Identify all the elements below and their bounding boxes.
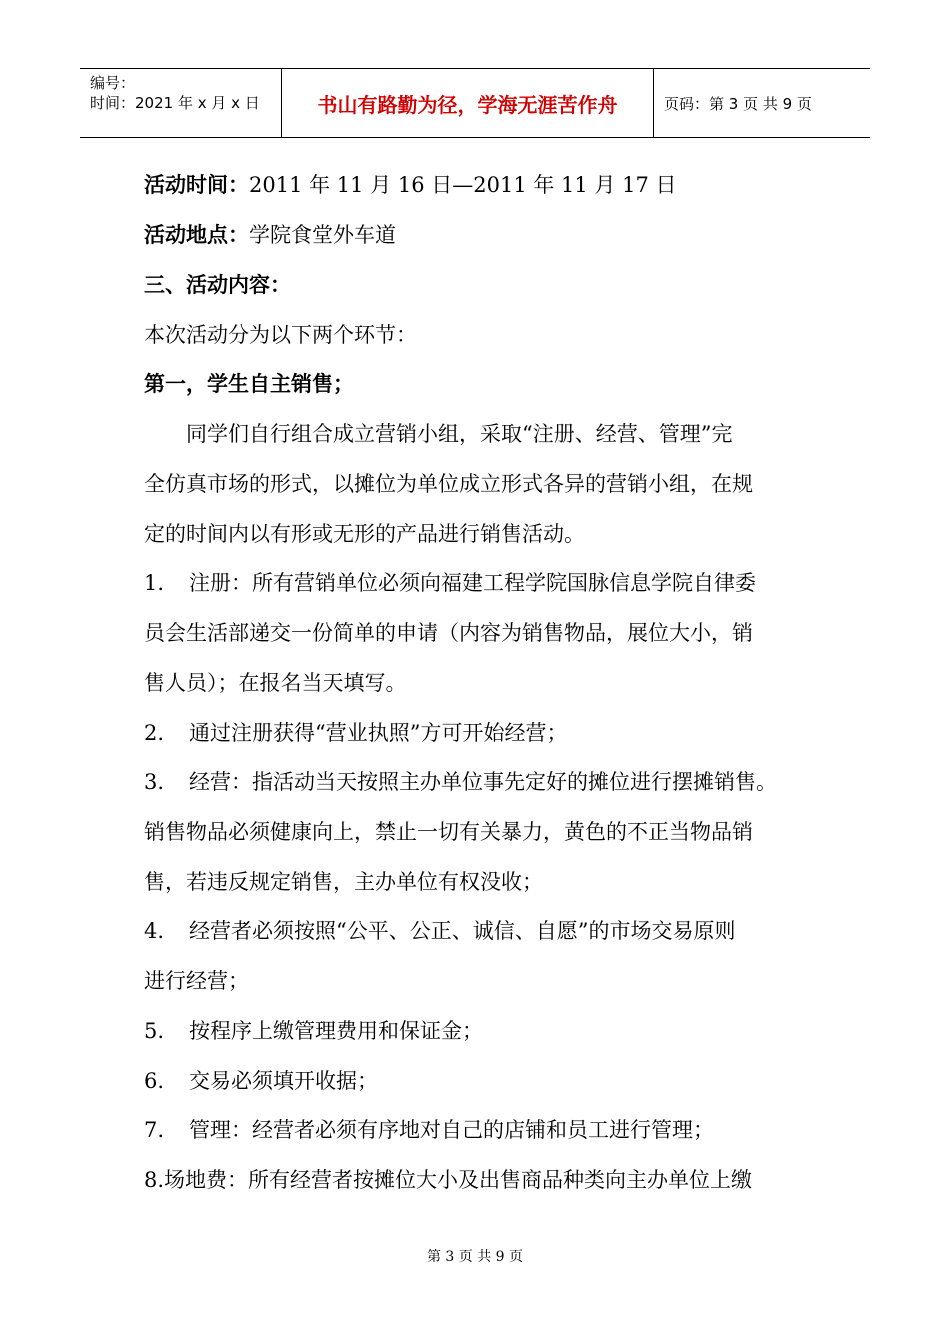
paragraph-line: 全仿真市场的形式，以摊位为单位成立形式各异的营销小组，在规 <box>144 472 753 496</box>
document-header <box>80 68 870 138</box>
list-item-text: 按程序上缴管理费用和保证金； <box>189 1019 483 1043</box>
section-heading: 三、活动内容： <box>144 273 291 297</box>
activity-place-value: 学院食堂外车道 <box>249 223 396 247</box>
list-item-4 <box>144 906 735 956</box>
page-footer: 第 3 页 共 9 页 <box>426 1249 524 1265</box>
list-number: 1. <box>144 571 165 595</box>
list-item-7 <box>144 1105 714 1155</box>
paragraph-line: 定的时间内以有形或无形的产品进行销售活动。 <box>144 522 585 546</box>
list-item-5 <box>144 1006 483 1056</box>
intro-text: 本次活动分为以下两个环节： <box>144 323 417 347</box>
paragraph-line: 同学们自行组合成立营销小组，采取“注册、经营、管理”完 <box>186 422 733 446</box>
activity-time-label: 活动时间： <box>144 173 249 197</box>
list-number: 4. <box>144 919 165 943</box>
list-item-continuation: 进行经营； <box>144 969 249 993</box>
list-item-6 <box>144 1056 378 1106</box>
list-item-text: 管理：经营者必须有序地对自己的店铺和员工进行管理； <box>189 1118 714 1142</box>
list-item-2 <box>144 708 567 758</box>
part-one-heading: 第一，学生自主销售； <box>144 372 354 396</box>
list-item-continuation: 员会生活部递交一份简单的申请（内容为销售物品，展位大小，销 <box>144 621 753 645</box>
list-number: 7. <box>144 1118 165 1142</box>
doc-date: 时间：2021 年 x 月 x 日 <box>90 94 260 112</box>
list-item-3 <box>144 757 777 807</box>
list-item-text: 经营：指活动当天按照主办单位事先定好的摊位进行摆摊销售。 <box>189 770 777 794</box>
list-item-continuation: 售，若违反规定销售，主办单位有权没收； <box>144 870 543 894</box>
list-item-continuation: 售人员）；在报名当天填写。 <box>144 671 407 695</box>
list-item-1 <box>144 558 756 608</box>
list-item-text: 通过注册获得“营业执照”方可开始经营； <box>189 721 568 745</box>
list-item-8: 8.场地费：所有经营者按摊位大小及出售商品种类向主办单位上缴 <box>144 1168 753 1192</box>
list-item-continuation: 销售物品必须健康向上，禁止一切有关暴力，黄色的不正当物品销 <box>144 820 753 844</box>
list-item-text: 交易必须填开收据； <box>189 1069 378 1093</box>
list-number: 6. <box>144 1069 165 1093</box>
activity-time-value: 2011 年 11 月 16 日—2011 年 11 月 17 日 <box>249 173 677 197</box>
header-meta <box>80 69 282 137</box>
list-number: 2. <box>144 721 165 745</box>
activity-place-line <box>144 210 396 260</box>
header-motto: 书山有路勤为径，学海无涯苦作舟 <box>282 69 654 137</box>
header-page-info: 页码：第 3 页 共 9 页 <box>664 94 812 113</box>
list-number: 3. <box>144 770 165 794</box>
doc-number-label: 编号： <box>90 74 136 92</box>
list-item-text: 经营者必须按照“公平、公正、诚信、自愿”的市场交易原则 <box>189 919 736 943</box>
activity-time-line <box>144 160 677 210</box>
list-number: 5. <box>144 1019 165 1043</box>
activity-place-label: 活动地点： <box>144 223 249 247</box>
list-item-text: 注册：所有营销单位必须向福建工程学院国脉信息学院自律委 <box>189 571 756 595</box>
